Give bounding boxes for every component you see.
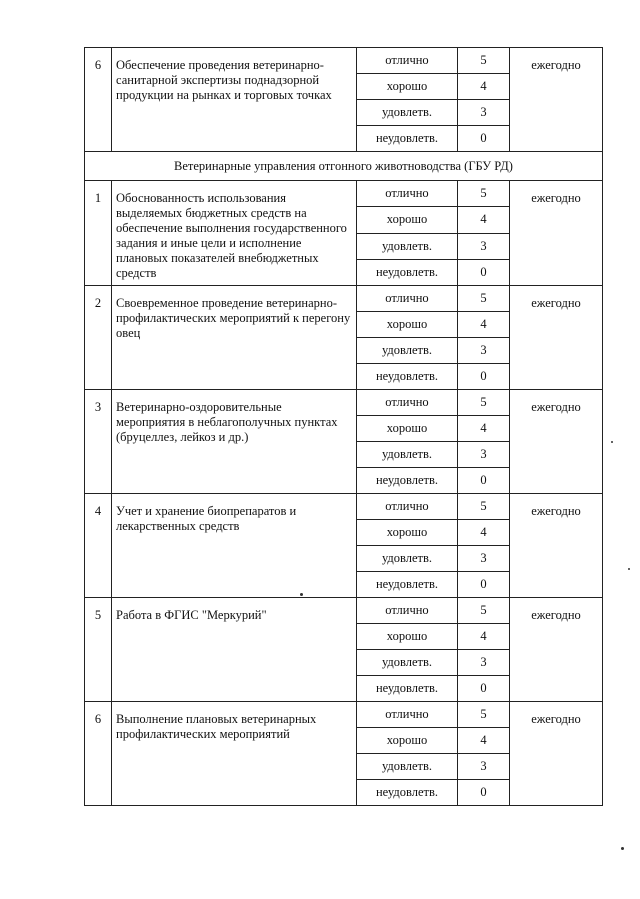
grade-label: удовлетв. xyxy=(357,100,458,126)
grade-label: отлично xyxy=(357,48,458,74)
grade-score: 0 xyxy=(458,780,510,806)
periodicity: ежегодно xyxy=(510,702,603,806)
grade-score: 0 xyxy=(458,259,510,285)
criterion-number: 1 xyxy=(85,181,112,286)
grade-label: хорошо xyxy=(357,520,458,546)
criterion-number: 4 xyxy=(85,494,112,598)
grade-score: 4 xyxy=(458,624,510,650)
grade-label: неудовлетв. xyxy=(357,572,458,598)
criterion-number: 6 xyxy=(85,48,112,152)
criterion-description: Учет и хранение биопрепаратов и лекарственных средств xyxy=(112,494,357,598)
grade-label: неудовлетв. xyxy=(357,259,458,285)
criterion-description: Выполнение плановых ветеринарных профилактических мероприятий xyxy=(112,702,357,806)
criterion-row xyxy=(85,390,603,416)
grade-score: 0 xyxy=(458,676,510,702)
criterion-row xyxy=(85,286,603,312)
grade-score: 5 xyxy=(458,390,510,416)
grade-label: неудовлетв. xyxy=(357,676,458,702)
criterion-row xyxy=(85,494,603,520)
periodicity: ежегодно xyxy=(510,390,603,494)
grade-score: 5 xyxy=(458,702,510,728)
grade-score: 0 xyxy=(458,468,510,494)
grade-score: 5 xyxy=(458,598,510,624)
grade-label: отлично xyxy=(357,390,458,416)
criterion-description: Обоснованность использования выделяемых бюджетных средств на обеспечение выполнения государственного задания и иные цели и исполнение плановых показателей внебюджетных средств xyxy=(112,181,357,286)
grade-score: 4 xyxy=(458,207,510,233)
grade-score: 3 xyxy=(458,442,510,468)
grade-score: 3 xyxy=(458,650,510,676)
grade-score: 3 xyxy=(458,546,510,572)
grade-label: отлично xyxy=(357,494,458,520)
grade-score: 4 xyxy=(458,416,510,442)
grade-label: удовлетв. xyxy=(357,754,458,780)
grade-label: удовлетв. xyxy=(357,338,458,364)
scan-speck xyxy=(628,568,630,570)
grade-score: 5 xyxy=(458,181,510,207)
section-row xyxy=(85,152,603,181)
criteria-table xyxy=(84,47,603,806)
periodicity: ежегодно xyxy=(510,598,603,702)
criterion-description: Своевременное проведение ветеринарно-профилактических мероприятий к перегону овец xyxy=(112,286,357,390)
periodicity: ежегодно xyxy=(510,286,603,390)
grade-label: хорошо xyxy=(357,312,458,338)
grade-label: неудовлетв. xyxy=(357,780,458,806)
criterion-number: 3 xyxy=(85,390,112,494)
grade-score: 3 xyxy=(458,338,510,364)
grade-score: 5 xyxy=(458,48,510,74)
grade-score: 4 xyxy=(458,74,510,100)
grade-label: хорошо xyxy=(357,207,458,233)
grade-label: удовлетв. xyxy=(357,546,458,572)
grade-label: удовлетв. xyxy=(357,233,458,259)
grade-score: 0 xyxy=(458,364,510,390)
periodicity: ежегодно xyxy=(510,494,603,598)
criterion-row xyxy=(85,702,603,728)
criterion-row xyxy=(85,48,603,74)
grade-score: 3 xyxy=(458,100,510,126)
grade-label: неудовлетв. xyxy=(357,126,458,152)
criterion-row xyxy=(85,181,603,207)
criterion-number: 2 xyxy=(85,286,112,390)
grade-score: 0 xyxy=(458,572,510,598)
grade-score: 4 xyxy=(458,728,510,754)
grade-label: хорошо xyxy=(357,728,458,754)
grade-label: отлично xyxy=(357,598,458,624)
grade-label: хорошо xyxy=(357,624,458,650)
grade-score: 5 xyxy=(458,286,510,312)
section-title: Ветеринарные управления отгонного животноводства (ГБУ РД) xyxy=(85,152,603,181)
grade-score: 0 xyxy=(458,126,510,152)
grade-label: неудовлетв. xyxy=(357,364,458,390)
criterion-description: Работа в ФГИС "Меркурий" xyxy=(112,598,357,702)
grade-score: 3 xyxy=(458,754,510,780)
grade-label: отлично xyxy=(357,702,458,728)
criterion-description: Обеспечение проведения ветеринарно-санитарной экспертизы поднадзорной продукции на рынках и торговых точках xyxy=(112,48,357,152)
scan-speck xyxy=(300,593,303,596)
grade-label: удовлетв. xyxy=(357,650,458,676)
criteria-table-body xyxy=(85,48,603,806)
grade-label: хорошо xyxy=(357,416,458,442)
criterion-number: 5 xyxy=(85,598,112,702)
grade-label: отлично xyxy=(357,181,458,207)
scan-speck xyxy=(611,441,613,443)
grade-score: 5 xyxy=(458,494,510,520)
criterion-description: Ветеринарно-оздоровительные мероприятия в неблагополучных пунктах (бруцеллез, лейкоз и др.) xyxy=(112,390,357,494)
criterion-row xyxy=(85,598,603,624)
periodicity: ежегодно xyxy=(510,181,603,286)
grade-label: неудовлетв. xyxy=(357,468,458,494)
grade-score: 4 xyxy=(458,312,510,338)
grade-label: хорошо xyxy=(357,74,458,100)
grade-label: удовлетв. xyxy=(357,442,458,468)
periodicity: ежегодно xyxy=(510,48,603,152)
grade-label: отлично xyxy=(357,286,458,312)
scan-speck xyxy=(621,847,624,850)
grade-score: 3 xyxy=(458,233,510,259)
criterion-number: 6 xyxy=(85,702,112,806)
grade-score: 4 xyxy=(458,520,510,546)
